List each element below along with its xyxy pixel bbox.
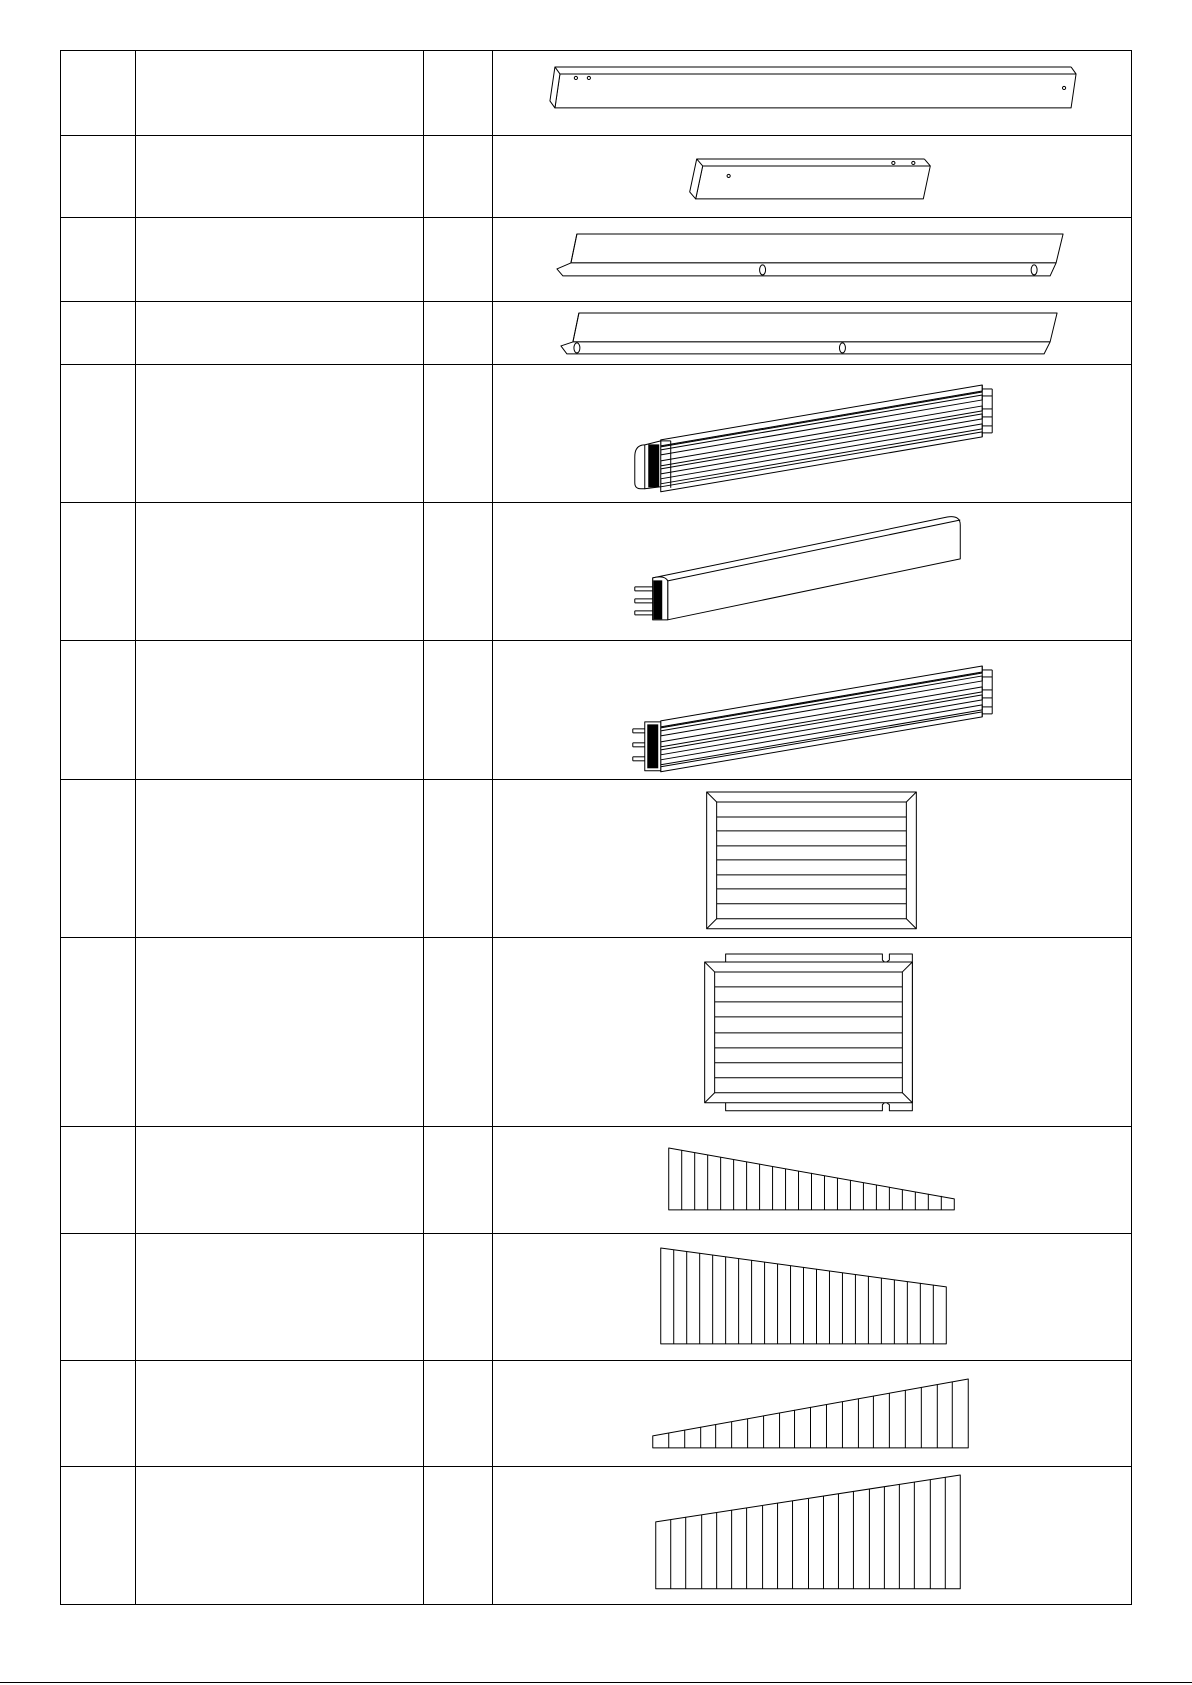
part-description-cell: [136, 779, 424, 937]
part-quantity-cell: [424, 365, 493, 503]
part-drawing-cell: [493, 779, 1132, 937]
table-row: [61, 1360, 1132, 1466]
part-description-cell: [136, 301, 424, 365]
table-row: [61, 937, 1132, 1127]
part-drawing-cell: [493, 217, 1132, 301]
gable-slats-descending-large-icon: [493, 1234, 1131, 1360]
part-quantity-cell: [424, 1360, 493, 1466]
part-number-cell: [61, 779, 136, 937]
part-description-cell: [136, 641, 424, 780]
part-description-cell: [136, 503, 424, 641]
table-row: [61, 217, 1132, 301]
part-description-cell: [136, 937, 424, 1127]
frame-profile-end-cap-icon: [493, 365, 1131, 502]
part-number-cell: [61, 51, 136, 136]
part-drawing-cell: [493, 503, 1132, 641]
part-drawing-cell: [493, 1360, 1132, 1466]
part-number-cell: [61, 135, 136, 217]
part-quantity-cell: [424, 217, 493, 301]
table-row: [61, 1234, 1132, 1361]
part-drawing-cell: [493, 365, 1132, 503]
flat-bar-short-icon: [493, 136, 1131, 217]
part-drawing-cell: [493, 641, 1132, 780]
part-number-cell: [61, 217, 136, 301]
part-quantity-cell: [424, 1234, 493, 1361]
part-description-cell: [136, 51, 424, 136]
part-number-cell: [61, 1360, 136, 1466]
table-row: [61, 135, 1132, 217]
part-drawing-cell: [493, 51, 1132, 136]
part-number-cell: [61, 1466, 136, 1604]
gable-slats-ascending-small-icon: [493, 1361, 1131, 1466]
part-drawing-cell: [493, 1466, 1132, 1604]
part-number-cell: [61, 301, 136, 365]
part-drawing-cell: [493, 1127, 1132, 1234]
table-row: [61, 641, 1132, 780]
table-row: [61, 51, 1132, 136]
page-bottom-rule: [0, 1682, 1192, 1683]
part-description-cell: [136, 365, 424, 503]
table-row: [61, 779, 1132, 937]
flat-bar-long-icon: [493, 51, 1131, 135]
part-quantity-cell: [424, 1127, 493, 1234]
table-row: [61, 301, 1132, 365]
table-row: [61, 1466, 1132, 1604]
part-quantity-cell: [424, 1466, 493, 1604]
gable-slats-ascending-large-icon: [493, 1467, 1131, 1604]
part-drawing-cell: [493, 301, 1132, 365]
part-description-cell: [136, 1127, 424, 1234]
slatted-panel-with-tabs-icon: [493, 938, 1131, 1127]
part-quantity-cell: [424, 135, 493, 217]
angle-rail-holes-right-icon: [493, 218, 1131, 301]
part-quantity-cell: [424, 641, 493, 780]
part-number-cell: [61, 1127, 136, 1234]
part-description-cell: [136, 135, 424, 217]
part-number-cell: [61, 503, 136, 641]
part-quantity-cell: [424, 51, 493, 136]
gable-slats-descending-small-icon: [493, 1127, 1131, 1233]
rounded-top-profile-icon: [493, 503, 1131, 640]
slatted-panel-icon: [493, 780, 1131, 937]
part-quantity-cell: [424, 503, 493, 641]
part-drawing-cell: [493, 1234, 1132, 1361]
angle-rail-holes-left-icon: [493, 302, 1131, 365]
part-drawing-cell: [493, 135, 1132, 217]
part-description-cell: [136, 1466, 424, 1604]
table-row: [61, 503, 1132, 641]
part-number-cell: [61, 1234, 136, 1361]
part-description-cell: [136, 217, 424, 301]
table-row: [61, 1127, 1132, 1234]
part-description-cell: [136, 1234, 424, 1361]
frame-profile-open-end-icon: [493, 641, 1131, 779]
part-description-cell: [136, 1360, 424, 1466]
part-number-cell: [61, 641, 136, 780]
part-quantity-cell: [424, 301, 493, 365]
part-number-cell: [61, 937, 136, 1127]
table-row: [61, 365, 1132, 503]
parts-list-table: [60, 50, 1132, 1605]
part-quantity-cell: [424, 779, 493, 937]
part-quantity-cell: [424, 937, 493, 1127]
part-drawing-cell: [493, 937, 1132, 1127]
part-number-cell: [61, 365, 136, 503]
